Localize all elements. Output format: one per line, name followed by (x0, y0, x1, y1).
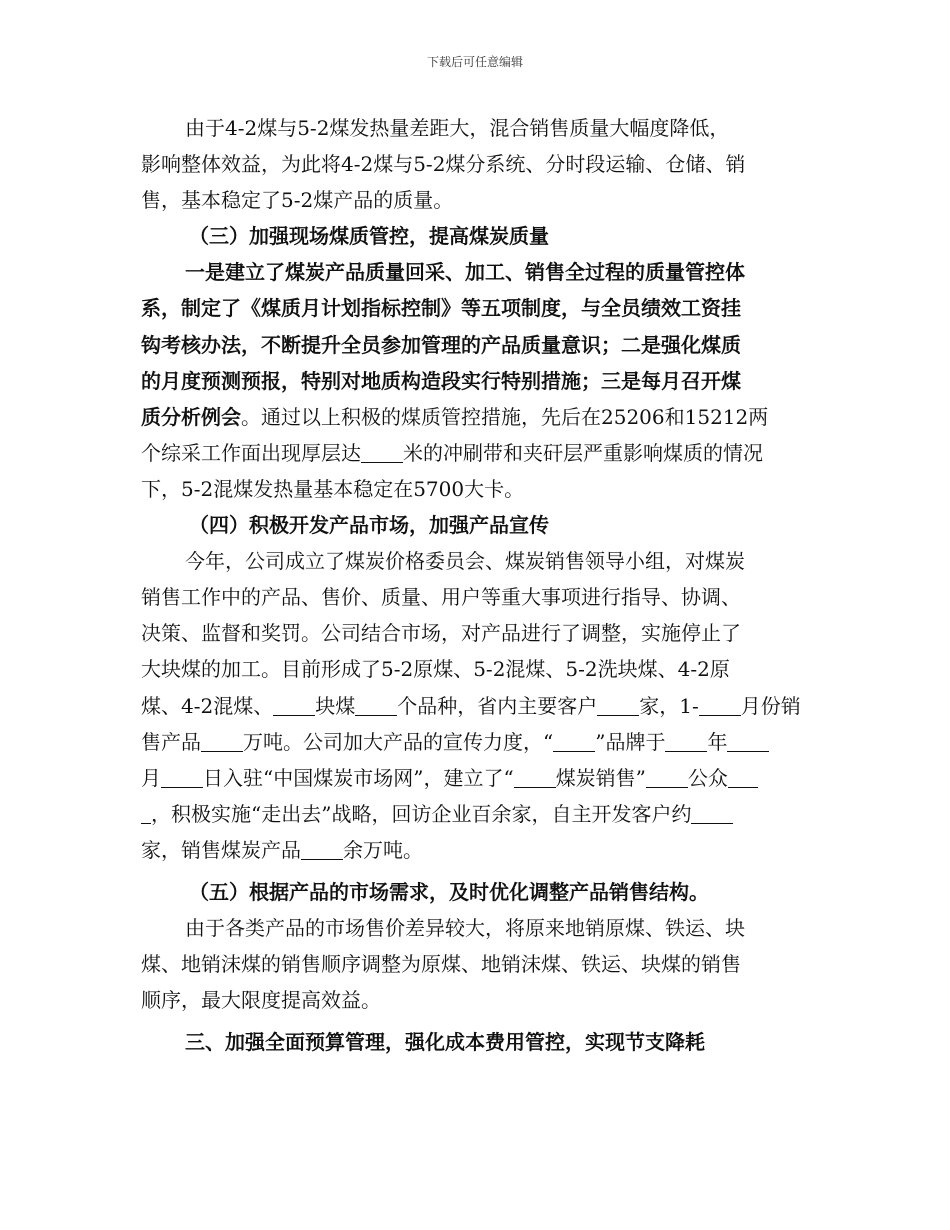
blank-field (273, 695, 315, 716)
text-run: 个综采工作面出现厚层达 (141, 440, 361, 465)
text-line (141, 832, 811, 868)
section-heading: 三、加强全面预算管理，强化成本费用管控，实现节支降耗 (185, 1030, 705, 1055)
text-run: 米的冲刷带和夹矸层严重影响煤质的情况 (403, 440, 763, 465)
text-line: 一是建立了煤炭产品质量回采、加工、销售全过程的质量管控体 (185, 260, 745, 285)
section-4 (141, 507, 811, 868)
text-line: 的月度预测预报，特别对地质构造段实行特别措施；三是每月召开煤 (141, 368, 741, 393)
blank-field (301, 839, 343, 860)
blank-field (361, 442, 403, 463)
text-line: 系，制定了《煤质月计划指标控制》等五项制度，与全员绩效工资挂 (141, 296, 741, 321)
text-run: 煤炭销售” (555, 765, 646, 790)
text-run: ，积极实施“走出去”战略，回访企业百余家，自主开发客户约 (151, 801, 692, 826)
paragraph-coal-separation (141, 110, 811, 218)
text-run: 月份销 (740, 693, 801, 718)
header-note: 下载后可任意编辑 (426, 55, 523, 69)
text-line: 煤、地销沫煤的销售顺序调整为原煤、地销沫煤、铁运、块煤的销售 (141, 952, 741, 977)
text-line: 今年，公司成立了煤炭价格委员会、煤炭销售领导小组，对煤炭 (185, 549, 745, 574)
text-run: ”品牌于 (595, 729, 666, 754)
document-body (141, 110, 811, 1060)
text-line (141, 760, 811, 796)
blank-field (665, 731, 707, 752)
text-line: 顺序，最大限度提高效益。 (141, 988, 381, 1013)
blank-field (161, 767, 203, 788)
text-line (141, 399, 811, 435)
text-line (141, 435, 811, 471)
blank-field (691, 803, 733, 824)
text-line: 售，基本稳定了5-2煤产品的质量。 (141, 188, 454, 213)
text-run: 年 (707, 729, 728, 754)
section-5 (141, 874, 811, 1018)
text-line: 下，5-2混煤发热量基本稳定在5700大卡。 (141, 476, 525, 501)
blank-field (597, 695, 639, 716)
text-line: 影响整体效益，为此将4-2煤与5-2煤分系统、分时段运输、仓储、销 (141, 152, 746, 177)
text-run: 个品种，省内主要客户 (397, 693, 598, 718)
text-run: 。通过以上积极的煤质管控措施，先后在25206和15212两 (241, 404, 769, 429)
text-line: 由于各类产品的市场售价差异较大，将原来地销原煤、铁运、块 (185, 916, 745, 941)
text-line: 决策、监督和奖罚。公司结合市场，对产品进行了调整，实施停止了 (141, 621, 741, 646)
text-line: 由于4-2煤与5-2煤发热量差距大，混合销售质量大幅度降低， (185, 116, 730, 140)
text-run: 家，销售煤炭产品 (141, 837, 301, 862)
blank-field (728, 767, 758, 788)
text-run: 日入驻“中国煤炭市场网”，建立了“ (203, 765, 514, 790)
text-run: 余万吨。 (343, 837, 423, 862)
section-heading: （四）积极开发产品市场，加强产品宣传 (189, 513, 549, 538)
text-run: 家，1- (639, 693, 699, 718)
text-line: 大块煤的加工。目前形成了5-2原煤、5-2混煤、5-2洗块煤、4-2原 (141, 657, 730, 682)
blank-field (514, 767, 556, 788)
text-run: 售产品 (141, 729, 201, 754)
blank-field (727, 731, 769, 752)
text-run: 块煤 (315, 693, 356, 718)
bold-text: 质分析例会 (141, 404, 241, 429)
blank-field (646, 767, 688, 788)
section-heading: （五）根据产品的市场需求，及时优化调整产品销售结构。 (189, 879, 709, 904)
section-heading: （三）加强现场煤质管控，提高煤炭质量 (189, 224, 549, 249)
text-run: 万吨。公司加大产品的宣传力度，“ (243, 729, 554, 754)
section-3 (141, 218, 811, 507)
text-line: 销售工作中的产品、售价、质量、用户等重大事项进行指导、协调、 (141, 585, 741, 610)
blank-field (699, 695, 741, 716)
text-run: 月 (141, 765, 161, 790)
text-run: 公众 (687, 765, 728, 790)
text-run: 煤、4-2混煤、 (141, 693, 274, 718)
blank-field (553, 731, 595, 752)
text-line (141, 724, 811, 760)
blank-field (355, 695, 397, 716)
blank-field (141, 803, 151, 824)
text-line (141, 796, 811, 832)
text-line (141, 688, 811, 724)
text-line: 钩考核办法，不断提升全员参加管理的产品质量意识；二是强化煤质 (141, 332, 741, 357)
blank-field (201, 731, 243, 752)
section-three (141, 1024, 811, 1060)
